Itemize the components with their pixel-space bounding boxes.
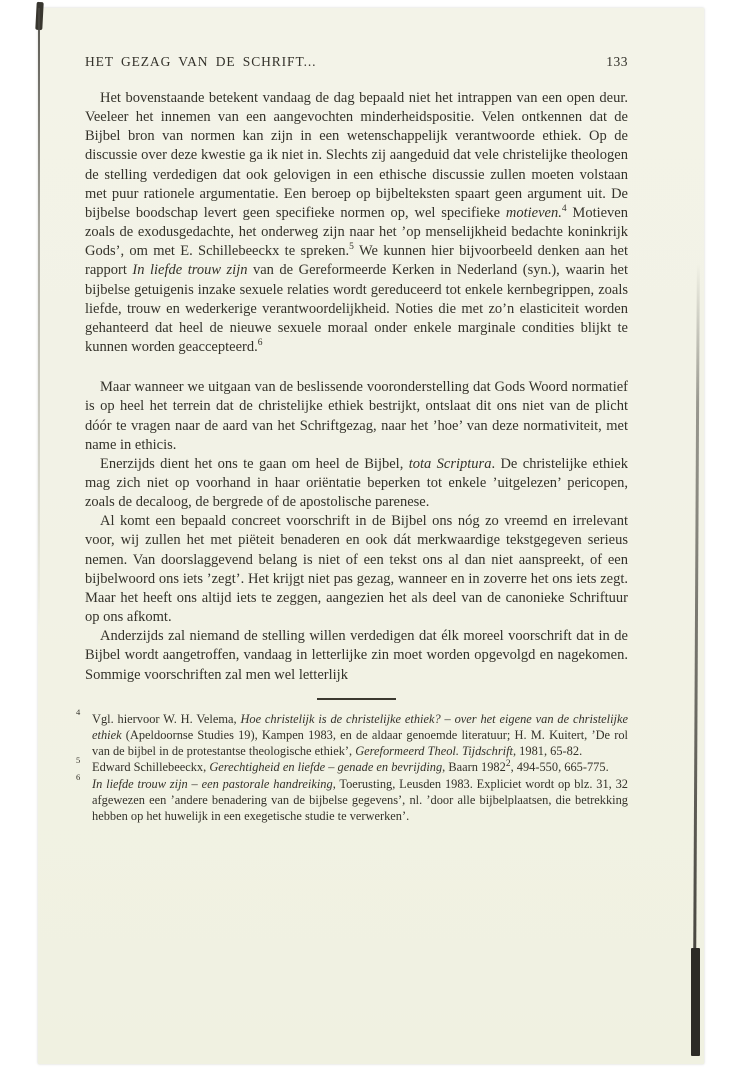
- page-number: 133: [606, 54, 628, 69]
- paragraph: Anderzijds zal niemand de stelling willen verdedigen dat élk moreel voorschrift dat in de Bijbel wordt aangetroffen, vandaag in letterlijke zin moet worden opgevolgd en nagekomen. Sommige voorschriften zal men wel letterlijk: [85, 628, 628, 683]
- running-header: [85, 54, 628, 70]
- page-left-edge-shadow: [38, 8, 40, 628]
- body-text: [85, 89, 628, 685]
- book-page: [38, 8, 704, 1064]
- running-header-title: HET GEZAG VAN DE SCHRIFT...: [85, 54, 317, 69]
- footnote: 6 In liefde trouw zijn – een pastorale handreiking, Toerusting, Leusden 1983. Expliciet wordt op blz. 31, 32 afgewezen een ’andere benadering van de bijbelse gegevens’, nl. ’door alle bijbelplaatsen, die betrekking hebben op het huwelijk in een exegetische studie te verwerken’.: [76, 771, 628, 823]
- paragraph: Al komt een bepaald concreet voorschrift in de Bijbel ons nóg zo vreemd en irrelevant voor, wij zullen het met piëteit benaderen en ook dát merkwaardige tekstgegeven serieus nemen. Van doorslaggevend belang is niet of een tekst ons al dan niet aanspreekt, of een bijbelwoord ons iets ’zegt’. Het krijgt niet pas gezag, wanneer en in zoverre het ons iets zegt. Maar het heeft ons altijd iets te zeggen, aangezien het als deel van de canonieke Schriftuur op ons afkomt.: [85, 513, 628, 626]
- page-right-edge-dark-bar: [691, 948, 700, 1056]
- paragraph: Maar wanneer we uitgaan van de beslissende vooronderstelling dat Gods Woord normatief is op heel het terrein dat de christelijke ethiek bestrijkt, ontslaat dit ons niet van de plicht dóór te vragen naar de aard van het Schriftgezag, naar het ’hoe’ van deze normativiteit, met name in ethicis.: [85, 379, 628, 453]
- page-right-edge-shadow: [693, 263, 700, 963]
- paragraph: Enerzijds dient het ons te gaan om heel de Bijbel, tota Scriptura. De christelijke ethiek mag zich niet op voorhand in haar oriëntatie beperken tot enkele ’uitgelezen’ pericopen, zoals de decaloog, de bergrede of de apostolische parenese.: [85, 455, 628, 511]
- footnote: 5 Edward Schillebeeckx, Gerechtigheid en liefde – genade en bevrijding, Baarn 1982$^2$, 494-550, 665-775.: [76, 755, 609, 775]
- footnote: 4 Vgl. hiervoor W. H. Velema, Hoe christelijk is de christelijke ethiek? – over het eigene van de christelijke ethiek (Apeldoornse Studies 19), Kampen 1983, en de aldaar genoemde literatuur; H. M. Kuitert, ’De rol van de bijbel in de protestantse theologische ethiek’, Gereformeerd Theol. Tijdschrift, 1981, 65-82.: [76, 706, 628, 759]
- paragraph: Het bovenstaande betekent vandaag de dag bepaald niet het intrappen van een open deur. Veeleer het innemen van een aangevochten minderheidspositie. Velen ontkennen dat de Bijbel bron van normen kan zijn in een wetenschappelijk verantwoorde ethiek. Op de discussie over deze kwestie ga ik niet in. Slechts zij aangeduid dat vele christelijke theologen de stelling verdedigen dat ook gelovigen in een ethische discussie zullen moeten volstaan met puur rationele argumentatie. Een beroep op bijbelteksten spaart geen argument uit. De bijbelse boodschap levert geen specifieke normen op, wel specifieke motieven.$^4$ Motieven zoals de exodusgedachte, het onderweg zijn naar het ’op menselijkheid bedachte koninkrijk Gods’, om met E. Schillebeeckx te spreken.$^5$ We kunnen hier bijvoorbeeld denken aan het rapport In liefde trouw zijn van de Gereformeerde Kerken in Nederland (syn.), waarin het bijbelse getuigenis inzake sexuele relaties wordt gereduceerd tot enkele kernbegrippen, zoals liefde, trouw en wederkerige verantwoordelijkheid. Noties die met zo’n elasticiteit worden gehanteerd dat heel de nieuwe sexuele moraal onder enkele marginale condities blijkt te kunnen worden geaccepteerd.$^6$: [85, 90, 628, 356]
- footnotes: [76, 706, 628, 824]
- page-content: [76, 54, 628, 824]
- footnote-separator-rule: [317, 698, 396, 700]
